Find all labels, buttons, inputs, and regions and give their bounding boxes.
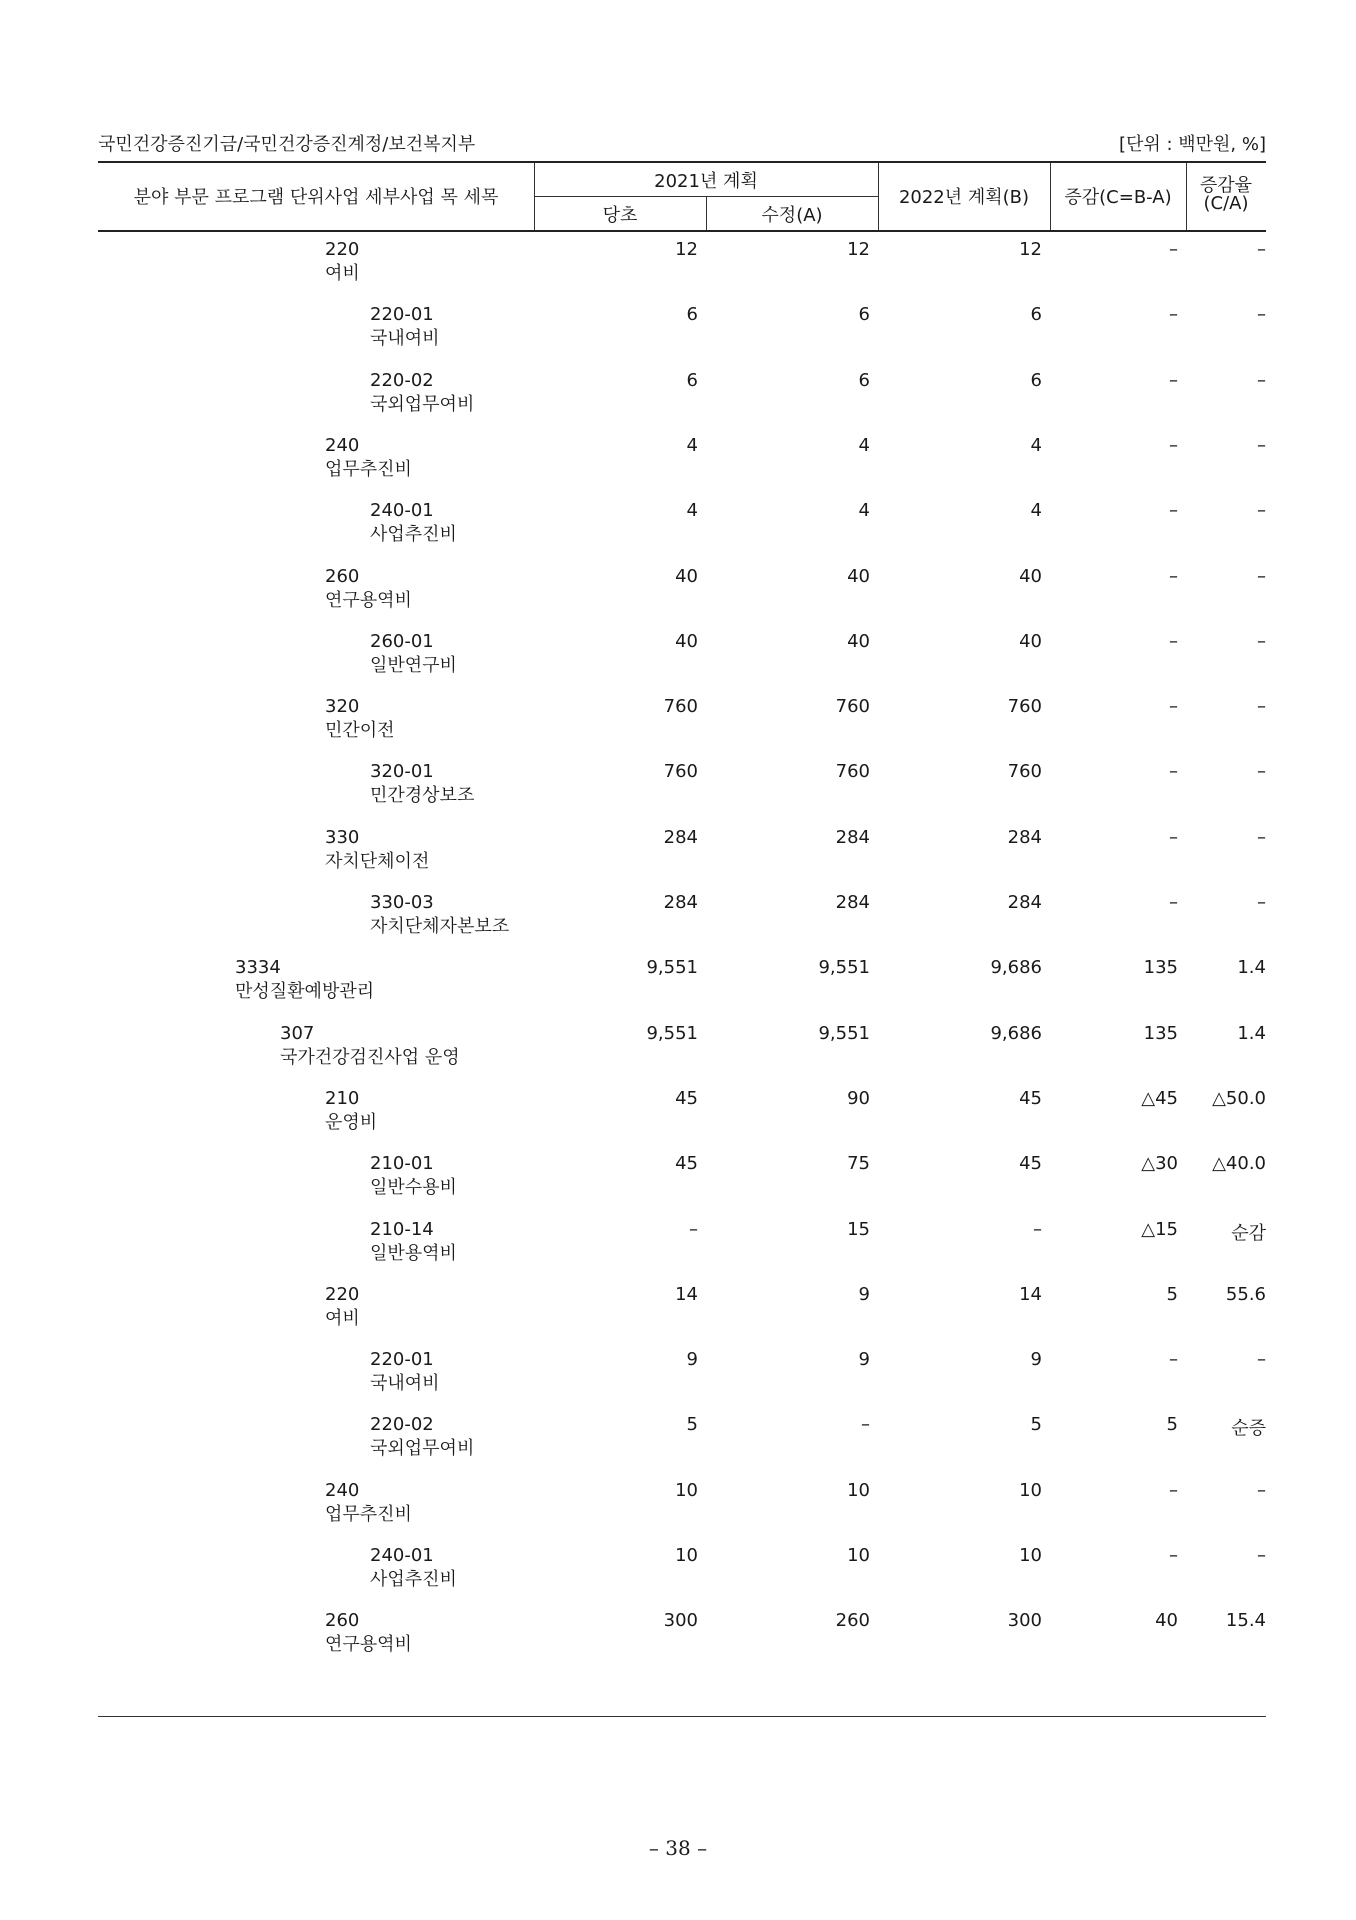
table-row [98, 824, 1266, 884]
revised-cell: 75 [847, 1153, 870, 1175]
item-name: 민간경상보조 [370, 785, 475, 807]
revised-cell: 260 [835, 1610, 870, 1632]
plan-2022-cell: 14 [1019, 1283, 1042, 1305]
plan-2022-cell: 10 [1019, 1479, 1042, 1501]
revised-cell: 9 [858, 1349, 870, 1371]
item-name: 연구용역비 [325, 1634, 412, 1656]
revised-cell: 10 [847, 1545, 870, 1566]
initial-cell: 40 [675, 565, 698, 587]
table-row [98, 954, 1266, 1014]
initial-cell: 760 [663, 696, 698, 718]
change-cell: 5 [1166, 1283, 1178, 1305]
item-code: 260 [325, 565, 360, 587]
item-code: 240-01 [370, 500, 434, 522]
item-code: 210 [325, 1087, 360, 1109]
initial-cell: 10 [675, 1479, 698, 1501]
initial-cell: – [689, 1218, 698, 1240]
plan-2022-cell: 6 [1030, 304, 1042, 326]
initial-cell: 760 [663, 761, 698, 783]
item-code: 320 [325, 696, 360, 718]
item-code: 320-01 [370, 761, 434, 783]
item-code: 220-01 [370, 304, 434, 326]
change-cell: 135 [1143, 1022, 1178, 1044]
item-code: 220-02 [370, 1414, 434, 1436]
change-cell: – [1169, 1349, 1178, 1371]
plan-2022-cell: 45 [1019, 1153, 1042, 1175]
change-cell: – [1169, 434, 1178, 456]
item-code: 260 [325, 1610, 360, 1632]
table-row [98, 758, 1266, 818]
item-code: 240 [325, 1479, 360, 1501]
change-cell: – [1169, 696, 1178, 718]
item-code: 3334 [235, 957, 281, 979]
item-name: 국외업무여비 [370, 393, 475, 415]
item-code: 307 [280, 1022, 315, 1044]
table-row [98, 1477, 1266, 1537]
plan-2022-cell: 10 [1019, 1545, 1042, 1566]
item-name: 사업추진비 [370, 1569, 457, 1590]
revised-cell: 760 [835, 761, 870, 783]
rate-cell: △50.0 [1212, 1087, 1266, 1109]
rate-cell: △40.0 [1212, 1153, 1266, 1175]
revised-cell: 6 [858, 304, 870, 326]
rate-cell: 순증 [1231, 1418, 1266, 1440]
rate-cell: – [1257, 892, 1266, 913]
category-column-header: 분야 부문 프로그램 단위사업 세부사업 목 세목 [133, 187, 499, 208]
item-code: 330 [325, 826, 360, 848]
revised-cell: 9 [858, 1283, 870, 1305]
initial-column-header: 당초 [602, 205, 638, 226]
change-cell: – [1169, 630, 1178, 652]
table-row [98, 1411, 1266, 1471]
bottom-rule [98, 1716, 1266, 1717]
change-column-header: 증감(C=B-A) [1064, 187, 1172, 208]
item-code: 210-14 [370, 1218, 434, 1240]
rate-cell: – [1257, 565, 1266, 587]
revised-cell: 15 [847, 1218, 870, 1240]
item-code: 220 [325, 239, 360, 260]
table-row [98, 497, 1266, 557]
item-code: 220 [325, 1283, 360, 1305]
plan-2022-cell: 9,686 [990, 1022, 1042, 1044]
item-name: 사업추진비 [370, 524, 457, 546]
item-name: 일반연구비 [370, 654, 457, 676]
rate-cell: – [1257, 369, 1266, 391]
page-header [98, 130, 1266, 160]
rate-cell: 1.4 [1237, 1022, 1266, 1044]
revised-cell: 40 [847, 630, 870, 652]
initial-cell: 12 [675, 239, 698, 260]
initial-cell: 4 [686, 434, 698, 456]
table-row [98, 367, 1266, 427]
item-code: 220-02 [370, 369, 434, 391]
initial-cell: 6 [686, 369, 698, 391]
initial-cell: 284 [663, 892, 698, 913]
item-name: 국내여비 [370, 328, 440, 350]
table-row [98, 1346, 1266, 1406]
item-code: 210-01 [370, 1153, 434, 1175]
plan-2022-cell: 4 [1030, 500, 1042, 522]
initial-cell: 300 [663, 1610, 698, 1632]
change-cell: △30 [1141, 1153, 1178, 1175]
revised-column-header: 수정(A) [761, 205, 823, 226]
item-name: 연구용역비 [325, 589, 412, 611]
item-name: 여비 [325, 263, 360, 284]
revised-cell: 40 [847, 565, 870, 587]
table-row [98, 1542, 1266, 1602]
table-row [98, 236, 1266, 296]
rate-column-header-line2: (C/A) [1203, 193, 1249, 214]
rate-cell: – [1257, 630, 1266, 652]
revised-cell: 9,551 [818, 1022, 870, 1044]
revised-cell: 284 [835, 826, 870, 848]
revised-cell: 6 [858, 369, 870, 391]
item-code: 240 [325, 434, 360, 456]
table-row [98, 1150, 1266, 1210]
item-name: 국내여비 [370, 1373, 440, 1395]
page-number: – 38 – [648, 1836, 708, 1860]
table-row [98, 301, 1266, 361]
initial-cell: 5 [686, 1414, 698, 1436]
initial-cell: 40 [675, 630, 698, 652]
change-cell: – [1169, 1479, 1178, 1501]
table-row [98, 432, 1266, 492]
table-row [98, 693, 1266, 753]
rate-cell: – [1257, 304, 1266, 326]
rate-cell: – [1257, 434, 1266, 456]
revised-cell: 12 [847, 239, 870, 260]
item-name: 민간이전 [325, 720, 395, 742]
plan-2022-cell: 284 [1007, 892, 1042, 913]
plan-2022-cell: 6 [1030, 369, 1042, 391]
change-cell: – [1169, 761, 1178, 783]
revised-cell: 90 [847, 1087, 870, 1109]
change-cell: – [1169, 1545, 1178, 1566]
plan-2022-cell: 12 [1019, 239, 1042, 260]
revised-cell: 9,551 [818, 957, 870, 979]
plan-2022-cell: 760 [1007, 761, 1042, 783]
rate-cell: – [1257, 1479, 1266, 1501]
item-code: 220-01 [370, 1349, 434, 1371]
document-title: 국민건강증진기금/국민건강증진계정/보건복지부 [98, 134, 476, 155]
initial-cell: 6 [686, 304, 698, 326]
rate-cell: 15.4 [1225, 1610, 1266, 1632]
rate-cell: – [1257, 239, 1266, 260]
change-cell: – [1169, 304, 1178, 326]
item-name: 국외업무여비 [370, 1438, 475, 1460]
change-cell: – [1169, 500, 1178, 522]
rate-cell: 1.4 [1237, 957, 1266, 979]
plan-2022-cell: 4 [1030, 434, 1042, 456]
plan-2022-cell: 760 [1007, 696, 1042, 718]
plan-2022-cell: 40 [1019, 630, 1042, 652]
initial-cell: 9,551 [646, 957, 698, 979]
change-cell: – [1169, 369, 1178, 391]
item-name: 업무추진비 [325, 458, 412, 480]
rate-cell: – [1257, 1545, 1266, 1566]
revised-cell: 4 [858, 434, 870, 456]
table-header [98, 161, 1266, 232]
initial-cell: 284 [663, 826, 698, 848]
change-cell: △15 [1141, 1218, 1178, 1240]
item-name: 일반용역비 [370, 1242, 457, 1264]
item-name: 자치단체자본보조 [370, 916, 510, 937]
table-row [98, 1216, 1266, 1276]
rate-cell: 순감 [1231, 1222, 1266, 1244]
revised-cell: 760 [835, 696, 870, 718]
plan-2022-cell: 9,686 [990, 957, 1042, 979]
initial-cell: 45 [675, 1153, 698, 1175]
initial-cell: 9 [686, 1349, 698, 1371]
change-cell: 135 [1143, 957, 1178, 979]
table-row [98, 1085, 1266, 1145]
plan-2022-column-header: 2022년 계획(B) [898, 187, 1030, 208]
plan-2022-cell: 40 [1019, 565, 1042, 587]
change-cell: – [1169, 565, 1178, 587]
unit-label: [단위 : 백만원, %] [1118, 134, 1266, 155]
revised-cell: 284 [835, 892, 870, 913]
initial-cell: 14 [675, 1283, 698, 1305]
rate-cell: – [1257, 1349, 1266, 1371]
item-name: 운영비 [325, 1111, 378, 1133]
item-name: 만성질환예방관리 [235, 981, 375, 1003]
change-cell: 5 [1166, 1414, 1178, 1436]
table-row [98, 1281, 1266, 1341]
initial-cell: 9,551 [646, 1022, 698, 1044]
rate-cell: – [1257, 696, 1266, 718]
table-row [98, 889, 1266, 949]
rate-cell: – [1257, 826, 1266, 848]
revised-cell: 10 [847, 1479, 870, 1501]
plan-2022-cell: 300 [1007, 1610, 1042, 1632]
change-cell: △45 [1141, 1087, 1178, 1109]
table-row [98, 628, 1266, 688]
change-cell: 40 [1155, 1610, 1178, 1632]
initial-cell: 4 [686, 500, 698, 522]
table-row [98, 1607, 1266, 1667]
item-code: 330-03 [370, 892, 434, 913]
item-code: 240-01 [370, 1545, 434, 1566]
rate-cell: 55.6 [1225, 1283, 1266, 1305]
revised-cell: – [861, 1414, 870, 1436]
plan-2022-cell: 284 [1007, 826, 1042, 848]
change-cell: – [1169, 826, 1178, 848]
plan-2022-cell: – [1033, 1218, 1042, 1240]
change-cell: – [1169, 239, 1178, 260]
plan-2022-cell: 45 [1019, 1087, 1042, 1109]
item-name: 업무추진비 [325, 1503, 412, 1525]
initial-cell: 10 [675, 1545, 698, 1566]
item-code: 260-01 [370, 630, 434, 652]
rate-column-header-line1: 증감율 [1199, 175, 1253, 196]
table-row [98, 1020, 1266, 1080]
item-name: 자치단체이전 [325, 850, 430, 872]
item-name: 여비 [325, 1307, 360, 1329]
initial-cell: 45 [675, 1087, 698, 1109]
table-row [98, 563, 1266, 623]
item-name: 일반수용비 [370, 1177, 457, 1199]
plan-2022-cell: 9 [1030, 1349, 1042, 1371]
rate-cell: – [1257, 500, 1266, 522]
change-cell: – [1169, 892, 1178, 913]
item-name: 국가건강검진사업 운영 [280, 1046, 460, 1068]
plan-2022-cell: 5 [1030, 1414, 1042, 1436]
rate-cell: – [1257, 761, 1266, 783]
plan-2021-header: 2021년 계획 [654, 171, 758, 192]
revised-cell: 4 [858, 500, 870, 522]
